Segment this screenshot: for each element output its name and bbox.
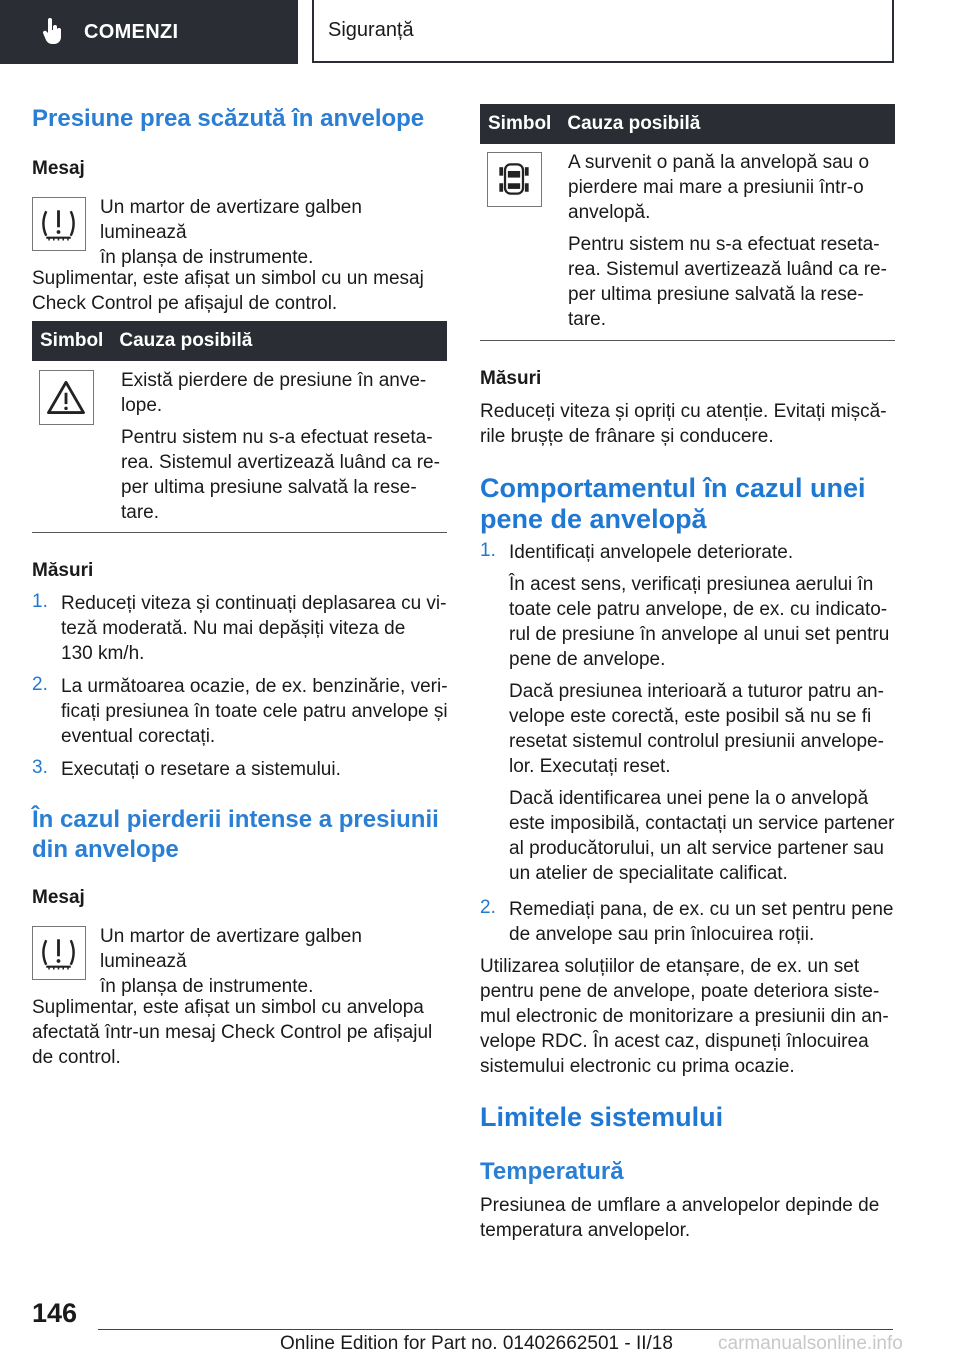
- col-symbol: Simbol: [488, 113, 552, 134]
- hand-pointer-icon: [42, 18, 64, 46]
- step-text: La următoarea ocazie, de ex. benzinărie, veri- ficați presiunea în toate cele patru anvelope și eventual corectați.: [61, 676, 448, 747]
- step-text: Executați o resetare a sistemului.: [61, 759, 341, 780]
- footer-divider: [98, 1329, 893, 1330]
- step-number: 1.: [32, 591, 48, 612]
- col-symbol: Simbol: [40, 330, 104, 351]
- car-tires-icon: [488, 153, 540, 205]
- col-cause: Cauza posibilă: [119, 330, 253, 351]
- step-number: 3.: [32, 757, 48, 778]
- edition-text: Online Edition for Part no. 01402662501 - II/18: [280, 1333, 673, 1354]
- watermark: carmanualsonline.info: [718, 1333, 903, 1354]
- supplementary2-text: Suplimentar, este afișat un simbol cu anvelopa afectată într-un mesaj Check Control pe afișajul de control.: [32, 997, 433, 1068]
- symbol-table-header: [32, 321, 447, 361]
- heading-limits: Limitele sistemului: [480, 1102, 724, 1132]
- warning-triangle-icon: [40, 371, 92, 423]
- chapter-label: Siguranță: [328, 19, 414, 41]
- temperature-text: Presiunea de umflare a anvelopelor depinde de temperatura anvelopelor.: [480, 1195, 880, 1241]
- heading-intense-loss: În cazul pierderii intense a presiunii din anvelope: [32, 806, 439, 863]
- msg-label: Mesaj: [32, 158, 85, 179]
- step-text: Identificați anvelopele deteriorate. În acest sens, verificați presiunea aerului în toate cele patru anvelope, de ex. cu indicato- rul de presiune în anvelope al unui set pentru pene de anvelope. Dacă presiunea interioară a tuturor patru an- velope este corectă, este posibil să nu se fi resetat sistemul controlul presiunii anvelope- lor. Executați reset. Dacă identificarea unei pene la o anvelopă este imposibilă, contactați un service partener al producătorului, un alt service partener sau un atelier de specialitate calificat.: [509, 542, 895, 884]
- table-cause-text-right: A survenit o pană la anvelopă sau o pierdere mai mare a presiunii într-o anvelopă. Pentru sistem nu s-a efectuat reseta- rea. Sistemul avertizează luând ca re- per ultima presiune salvată la rese- tare.: [568, 152, 887, 330]
- symbol-table-header-right: [480, 104, 895, 144]
- heading-temperature: Temperatură: [480, 1158, 624, 1185]
- tire-pressure-warning-icon: [33, 927, 84, 978]
- table-divider: [32, 532, 447, 533]
- chapter-tab[interactable]: [312, 0, 894, 63]
- page-number: 146: [32, 1298, 78, 1328]
- msg2-text: Un martor de avertizare galben luminează în planșa de instrumente.: [100, 926, 362, 997]
- heading-low-pressure: Presiune prea scăzută în anvelope: [32, 105, 425, 132]
- step-text: Remediați pana, de ex. cu un set pentru pene de anvelope sau prin înlocuirea roții.: [509, 899, 894, 945]
- triangle-box: [39, 370, 94, 425]
- step-number: 2.: [480, 897, 496, 918]
- masuri-text: Reduceți viteza și opriți cu atenție. Evitați mișcă- rile brușțe de frânare și conducere.: [480, 401, 887, 447]
- masuri-label: Măsuri: [32, 560, 94, 581]
- msg-text: Un martor de avertizare galben luminează în planșa de instrumente.: [100, 197, 362, 268]
- tire-pressure-warning-box: [32, 926, 86, 980]
- step-number: 1.: [480, 540, 496, 561]
- tire-pressure-warning-icon: [33, 198, 84, 249]
- section-label: COMENZI: [84, 20, 179, 43]
- section-tab[interactable]: [0, 0, 298, 64]
- supplementary-text: Suplimentar, este afișat un simbol cu un mesaj Check Control pe afișajul de control.: [32, 268, 424, 314]
- msg2-label: Mesaj: [32, 887, 85, 908]
- tire-pressure-warning-box: [32, 197, 86, 251]
- sealant-text: Utilizarea soluțiilor de etanșare, de ex. un set pentru pene de anvelope, poate deteriora siste- mul electronic de monitorizare a presiunii din an- velope RDC. În acest caz, dispuneți înlocuirea sistemului electronic cu prima ocazie.: [480, 956, 889, 1077]
- table-cause-text: Există pierdere de presiune în anve- lope. Pentru sistem nu s-a efectuat reseta- rea. Sistemul avertizează luând ca re- per ultima presiune salvată la rese- tare.: [121, 370, 440, 523]
- table-divider: [480, 340, 895, 341]
- heading-flat-tire: Comportamentul în cazul unei pene de anvelopă: [480, 473, 866, 534]
- car-tires-box: [487, 152, 542, 207]
- col-cause: Cauza posibilă: [567, 113, 701, 134]
- step-number: 2.: [32, 674, 48, 695]
- step-text: Reduceți viteza și continuați deplasarea cu vi- teză moderată. Nu mai depășiți viteza de 130 km/h.: [61, 593, 447, 664]
- masuri-label: Măsuri: [480, 368, 542, 389]
